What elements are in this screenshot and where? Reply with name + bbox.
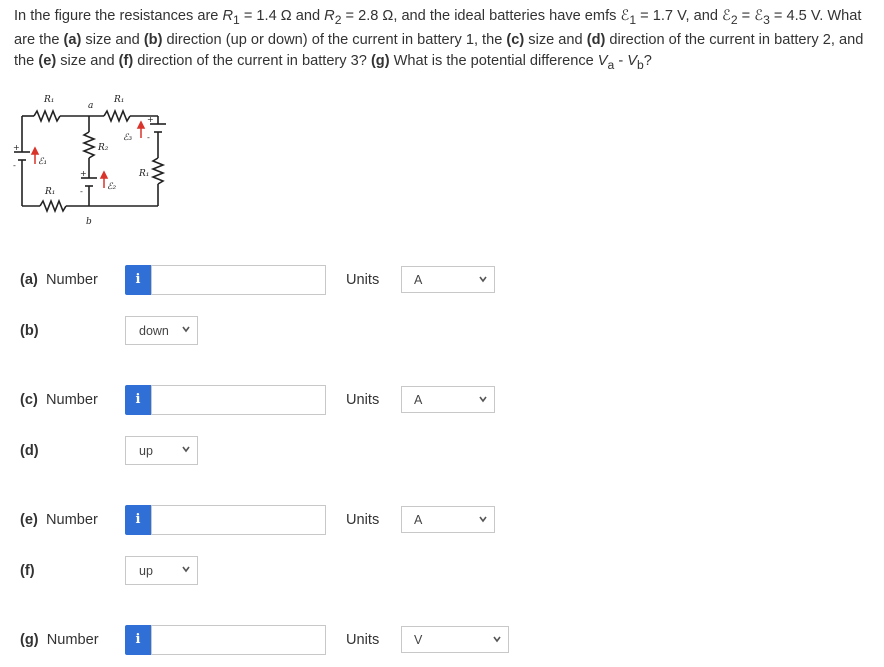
units-e-select[interactable]: [401, 506, 495, 533]
minus-e2: -: [80, 187, 83, 196]
info-icon[interactable]: i: [125, 625, 151, 655]
label-r1-top-right: R₁: [114, 95, 125, 105]
direction-d-value: up: [139, 444, 153, 458]
resistor-r1-top-left: [34, 111, 60, 121]
resistor-r1-top-right: [104, 111, 130, 121]
answer-e-input[interactable]: [151, 505, 326, 535]
battery-e3: [150, 124, 166, 132]
minus-e3: -: [147, 133, 150, 142]
label-r1-right: R₁: [139, 169, 150, 179]
circuit-diagram: [8, 88, 178, 228]
info-icon[interactable]: i: [125, 505, 151, 535]
resistor-r1-bottom: [40, 201, 66, 211]
info-icon[interactable]: i: [125, 385, 151, 415]
label-r1-bottom: R₁: [45, 187, 56, 197]
question-c-row: [0, 385, 884, 417]
direction-b-select[interactable]: [125, 316, 198, 345]
minus-e1: -: [13, 161, 16, 170]
units-label: Units: [346, 392, 380, 408]
plus-e1: +: [13, 143, 20, 152]
plus-e2: +: [80, 169, 87, 178]
answer-g-input[interactable]: [151, 625, 326, 655]
units-g-value: V: [414, 633, 423, 647]
info-icon[interactable]: i: [125, 265, 151, 295]
question-e-label: (e) Number: [20, 512, 98, 528]
units-e-value: A: [414, 513, 423, 527]
question-a-row: [0, 265, 884, 297]
question-b-row: [0, 316, 884, 348]
question-e-row: [0, 505, 884, 537]
units-a-value: A: [414, 273, 423, 287]
question-g-row: [0, 625, 884, 657]
question-c-label: (c) Number: [20, 392, 98, 408]
question-d-row: [0, 436, 884, 468]
units-label: Units: [346, 272, 380, 288]
direction-f-value: up: [139, 564, 153, 578]
units-g-select[interactable]: [401, 626, 509, 653]
chevron-down-icon: [180, 443, 192, 455]
chevron-down-icon: [180, 323, 192, 335]
units-label: Units: [346, 632, 380, 648]
chevron-down-icon: [477, 273, 489, 285]
answer-a-input[interactable]: [151, 265, 326, 295]
problem-statement: In the figure the resistances are $R_1 = 1.4$ Ω and $R_2 = 2.8$ Ω, and the ideal batteries have emfs ℰ$_1$ = 1.7 V, and ℰ$_2$ = ℰ$_3$ = 4.5 V. What are the (a) size and (b) direction (up or down) of the current in battery 1, the (c) size and (d) direction of the current in battery 2, and the (e) size and (f) direction of the current in battery 3? (g) What is the potential difference $V_a - V_b$?: [14, 8, 864, 72]
battery-e2: [81, 178, 97, 186]
units-c-value: A: [414, 393, 423, 407]
question-f-label: (f): [20, 563, 35, 579]
direction-d-select[interactable]: [125, 436, 198, 465]
label-b: b: [86, 217, 92, 227]
label-e1: ℰ₁: [38, 157, 48, 167]
question-f-row: [0, 556, 884, 588]
resistor-r2: [84, 132, 94, 158]
question-b-label: (b): [20, 323, 39, 339]
chevron-down-icon: [491, 633, 503, 645]
battery-e1: [14, 152, 30, 160]
units-label: Units: [346, 512, 380, 528]
label-r2: R₂: [98, 143, 109, 153]
chevron-down-icon: [477, 513, 489, 525]
question-d-label: (d): [20, 443, 39, 459]
resistor-r1-right: [153, 158, 163, 184]
direction-b-value: down: [139, 324, 169, 338]
question-g-label: (g) Number: [20, 632, 99, 648]
chevron-down-icon: [180, 563, 192, 575]
label-a: a: [88, 101, 94, 111]
label-r1-top-left: R₁: [44, 95, 55, 105]
plus-e3: +: [147, 115, 154, 124]
label-e2: ℰ₂: [107, 182, 117, 192]
label-e3: ℰ₃: [123, 133, 133, 143]
direction-f-select[interactable]: [125, 556, 198, 585]
question-a-label: (a) Number: [20, 272, 98, 288]
chevron-down-icon: [477, 393, 489, 405]
answer-c-input[interactable]: [151, 385, 326, 415]
units-c-select[interactable]: [401, 386, 495, 413]
units-a-select[interactable]: [401, 266, 495, 293]
